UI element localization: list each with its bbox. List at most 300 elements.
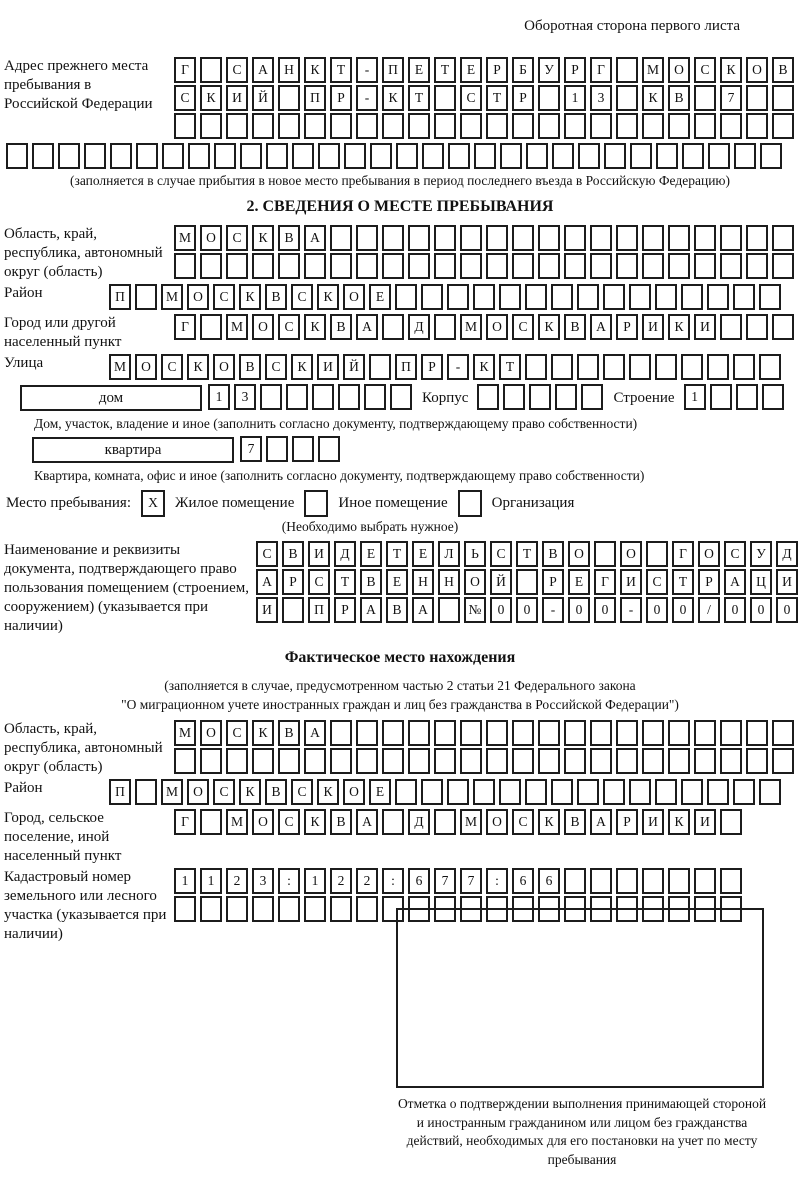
char-cell[interactable]: [538, 896, 560, 922]
char-cell[interactable]: [629, 284, 651, 310]
char-cell[interactable]: 0: [516, 597, 538, 623]
char-cell[interactable]: [529, 384, 551, 410]
checkbox-organization[interactable]: [458, 490, 482, 517]
char-cell[interactable]: [655, 354, 677, 380]
char-cell[interactable]: [136, 143, 158, 169]
char-cell[interactable]: [630, 143, 652, 169]
char-cell[interactable]: Н: [412, 569, 434, 595]
char-cell[interactable]: [330, 748, 352, 774]
char-cell[interactable]: [503, 384, 525, 410]
char-cell[interactable]: С: [512, 314, 534, 340]
char-cell[interactable]: [746, 748, 768, 774]
char-cell[interactable]: [538, 85, 560, 111]
char-cell[interactable]: [434, 253, 456, 279]
kvartira-box[interactable]: квартира: [32, 437, 234, 463]
char-cell[interactable]: П: [304, 85, 326, 111]
char-cell[interactable]: [434, 748, 456, 774]
char-cell[interactable]: [200, 113, 222, 139]
char-cell[interactable]: И: [620, 569, 642, 595]
char-cell[interactable]: [581, 384, 603, 410]
char-cell[interactable]: О: [486, 809, 508, 835]
char-cell[interactable]: [760, 143, 782, 169]
char-cell[interactable]: [720, 868, 742, 894]
char-cell[interactable]: 7: [720, 85, 742, 111]
char-cell[interactable]: [590, 253, 612, 279]
char-cell[interactable]: 7: [434, 868, 456, 894]
char-cell[interactable]: [390, 384, 412, 410]
char-cell[interactable]: -: [447, 354, 469, 380]
char-cell[interactable]: [512, 748, 534, 774]
char-cell[interactable]: В: [772, 57, 794, 83]
char-cell[interactable]: [408, 253, 430, 279]
char-cell[interactable]: [338, 384, 360, 410]
char-cell[interactable]: С: [308, 569, 330, 595]
char-cell[interactable]: [772, 748, 794, 774]
char-cell[interactable]: [616, 896, 638, 922]
char-cell[interactable]: [460, 253, 482, 279]
char-cell[interactable]: Н: [278, 57, 300, 83]
char-cell[interactable]: [6, 143, 28, 169]
char-cell[interactable]: [590, 113, 612, 139]
char-cell[interactable]: Р: [698, 569, 720, 595]
char-cell[interactable]: [200, 748, 222, 774]
char-cell[interactable]: К: [538, 809, 560, 835]
char-cell[interactable]: [364, 384, 386, 410]
char-cell[interactable]: /: [698, 597, 720, 623]
char-cell[interactable]: [552, 143, 574, 169]
char-cell[interactable]: Р: [564, 57, 586, 83]
char-cell[interactable]: [707, 284, 729, 310]
char-cell[interactable]: [434, 85, 456, 111]
char-cell[interactable]: [474, 143, 496, 169]
char-cell[interactable]: [356, 225, 378, 251]
char-cell[interactable]: [278, 748, 300, 774]
char-cell[interactable]: 1: [208, 384, 230, 410]
char-cell[interactable]: [304, 253, 326, 279]
char-cell[interactable]: Д: [408, 314, 430, 340]
char-cell[interactable]: [356, 720, 378, 746]
char-cell[interactable]: [330, 113, 352, 139]
char-cell[interactable]: С: [512, 809, 534, 835]
char-cell[interactable]: И: [776, 569, 798, 595]
char-cell[interactable]: [746, 225, 768, 251]
char-cell[interactable]: [200, 253, 222, 279]
char-cell[interactable]: [330, 896, 352, 922]
char-cell[interactable]: [226, 253, 248, 279]
char-cell[interactable]: [304, 748, 326, 774]
char-cell[interactable]: [434, 720, 456, 746]
char-cell[interactable]: [564, 748, 586, 774]
char-cell[interactable]: Е: [412, 541, 434, 567]
char-cell[interactable]: [694, 748, 716, 774]
char-cell[interactable]: [564, 896, 586, 922]
char-cell[interactable]: [555, 384, 577, 410]
char-cell[interactable]: Т: [386, 541, 408, 567]
char-cell[interactable]: [200, 896, 222, 922]
char-cell[interactable]: Т: [408, 85, 430, 111]
char-cell[interactable]: И: [256, 597, 278, 623]
char-cell[interactable]: Г: [594, 569, 616, 595]
char-cell[interactable]: И: [642, 809, 664, 835]
char-cell[interactable]: 0: [568, 597, 590, 623]
char-cell[interactable]: [772, 253, 794, 279]
char-cell[interactable]: С: [226, 57, 248, 83]
char-cell[interactable]: О: [200, 720, 222, 746]
char-cell[interactable]: [694, 85, 716, 111]
char-cell[interactable]: [486, 896, 508, 922]
char-cell[interactable]: 6: [538, 868, 560, 894]
char-cell[interactable]: [477, 384, 499, 410]
char-cell[interactable]: В: [360, 569, 382, 595]
char-cell[interactable]: [642, 868, 664, 894]
char-cell[interactable]: [512, 720, 534, 746]
char-cell[interactable]: [434, 314, 456, 340]
char-cell[interactable]: [629, 354, 651, 380]
char-cell[interactable]: С: [694, 57, 716, 83]
char-cell[interactable]: М: [226, 314, 248, 340]
char-cell[interactable]: [500, 143, 522, 169]
char-cell[interactable]: А: [724, 569, 746, 595]
char-cell[interactable]: Е: [369, 284, 391, 310]
char-cell[interactable]: [681, 354, 703, 380]
char-cell[interactable]: [278, 85, 300, 111]
char-cell[interactable]: Р: [512, 85, 534, 111]
char-cell[interactable]: Р: [334, 597, 356, 623]
dom-box[interactable]: дом: [20, 385, 202, 411]
char-cell[interactable]: [616, 868, 638, 894]
char-cell[interactable]: [694, 225, 716, 251]
char-cell[interactable]: С: [278, 809, 300, 835]
char-cell[interactable]: 0: [490, 597, 512, 623]
char-cell[interactable]: 3: [252, 868, 274, 894]
char-cell[interactable]: Д: [334, 541, 356, 567]
char-cell[interactable]: А: [256, 569, 278, 595]
char-cell[interactable]: 0: [776, 597, 798, 623]
char-cell[interactable]: [655, 779, 677, 805]
char-cell[interactable]: [707, 354, 729, 380]
char-cell[interactable]: К: [252, 720, 274, 746]
char-cell[interactable]: [382, 896, 404, 922]
char-cell[interactable]: [525, 354, 547, 380]
char-cell[interactable]: [135, 779, 157, 805]
char-cell[interactable]: [681, 779, 703, 805]
char-cell[interactable]: М: [460, 314, 482, 340]
char-cell[interactable]: [396, 143, 418, 169]
char-cell[interactable]: [577, 284, 599, 310]
char-cell[interactable]: [434, 896, 456, 922]
char-cell[interactable]: [603, 354, 625, 380]
char-cell[interactable]: [278, 113, 300, 139]
char-cell[interactable]: 3: [590, 85, 612, 111]
char-cell[interactable]: Т: [330, 57, 352, 83]
char-cell[interactable]: М: [174, 225, 196, 251]
char-cell[interactable]: [772, 225, 794, 251]
char-cell[interactable]: [772, 85, 794, 111]
char-cell[interactable]: [460, 896, 482, 922]
char-cell[interactable]: [616, 225, 638, 251]
char-cell[interactable]: Г: [174, 57, 196, 83]
char-cell[interactable]: [512, 113, 534, 139]
char-cell[interactable]: 1: [200, 868, 222, 894]
char-cell[interactable]: О: [620, 541, 642, 567]
char-cell[interactable]: [590, 225, 612, 251]
char-cell[interactable]: [642, 720, 664, 746]
char-cell[interactable]: [538, 225, 560, 251]
char-cell[interactable]: [538, 113, 560, 139]
char-cell[interactable]: О: [252, 809, 274, 835]
char-cell[interactable]: [733, 354, 755, 380]
char-cell[interactable]: Г: [174, 314, 196, 340]
char-cell[interactable]: Н: [438, 569, 460, 595]
char-cell[interactable]: [694, 113, 716, 139]
char-cell[interactable]: [382, 113, 404, 139]
char-cell[interactable]: [486, 113, 508, 139]
char-cell[interactable]: [188, 143, 210, 169]
char-cell[interactable]: [578, 143, 600, 169]
char-cell[interactable]: [447, 779, 469, 805]
char-cell[interactable]: [252, 253, 274, 279]
char-cell[interactable]: И: [317, 354, 339, 380]
char-cell[interactable]: П: [109, 284, 131, 310]
char-cell[interactable]: [720, 748, 742, 774]
char-cell[interactable]: [382, 809, 404, 835]
char-cell[interactable]: С: [213, 284, 235, 310]
char-cell[interactable]: [318, 436, 340, 462]
char-cell[interactable]: О: [698, 541, 720, 567]
char-cell[interactable]: [58, 143, 80, 169]
char-cell[interactable]: [330, 225, 352, 251]
char-cell[interactable]: А: [356, 809, 378, 835]
char-cell[interactable]: [551, 284, 573, 310]
char-cell[interactable]: [200, 57, 222, 83]
char-cell[interactable]: [356, 113, 378, 139]
char-cell[interactable]: К: [239, 284, 261, 310]
char-cell[interactable]: [603, 779, 625, 805]
char-cell[interactable]: А: [590, 314, 612, 340]
char-cell[interactable]: В: [386, 597, 408, 623]
char-cell[interactable]: И: [694, 809, 716, 835]
char-cell[interactable]: В: [278, 225, 300, 251]
char-cell[interactable]: [460, 748, 482, 774]
char-cell[interactable]: С: [213, 779, 235, 805]
char-cell[interactable]: Г: [672, 541, 694, 567]
char-cell[interactable]: [746, 253, 768, 279]
char-cell[interactable]: Е: [369, 779, 391, 805]
char-cell[interactable]: [710, 384, 732, 410]
char-cell[interactable]: [551, 779, 573, 805]
char-cell[interactable]: С: [460, 85, 482, 111]
char-cell[interactable]: О: [343, 284, 365, 310]
char-cell[interactable]: М: [174, 720, 196, 746]
char-cell[interactable]: В: [330, 314, 352, 340]
char-cell[interactable]: [512, 253, 534, 279]
char-cell[interactable]: [421, 284, 443, 310]
char-cell[interactable]: Е: [460, 57, 482, 83]
char-cell[interactable]: Т: [516, 541, 538, 567]
char-cell[interactable]: Л: [438, 541, 460, 567]
char-cell[interactable]: М: [460, 809, 482, 835]
char-cell[interactable]: И: [226, 85, 248, 111]
char-cell[interactable]: 6: [408, 868, 430, 894]
char-cell[interactable]: [162, 143, 184, 169]
char-cell[interactable]: :: [278, 868, 300, 894]
char-cell[interactable]: 1: [304, 868, 326, 894]
char-cell[interactable]: 1: [684, 384, 706, 410]
checkbox-other-premises[interactable]: [304, 490, 328, 517]
char-cell[interactable]: 6: [512, 868, 534, 894]
char-cell[interactable]: Р: [542, 569, 564, 595]
char-cell[interactable]: О: [187, 284, 209, 310]
char-cell[interactable]: [240, 143, 262, 169]
checkbox-residential[interactable]: X: [141, 490, 165, 517]
char-cell[interactable]: 0: [646, 597, 668, 623]
char-cell[interactable]: [286, 384, 308, 410]
char-cell[interactable]: [564, 113, 586, 139]
char-cell[interactable]: [312, 384, 334, 410]
char-cell[interactable]: [642, 896, 664, 922]
char-cell[interactable]: К: [239, 779, 261, 805]
char-cell[interactable]: [772, 314, 794, 340]
char-cell[interactable]: П: [382, 57, 404, 83]
char-cell[interactable]: [252, 748, 274, 774]
char-cell[interactable]: [577, 779, 599, 805]
char-cell[interactable]: В: [564, 809, 586, 835]
char-cell[interactable]: [564, 253, 586, 279]
char-cell[interactable]: [318, 143, 340, 169]
char-cell[interactable]: В: [542, 541, 564, 567]
char-cell[interactable]: [226, 748, 248, 774]
char-cell[interactable]: О: [668, 57, 690, 83]
char-cell[interactable]: [642, 225, 664, 251]
char-cell[interactable]: [746, 85, 768, 111]
char-cell[interactable]: [499, 284, 521, 310]
char-cell[interactable]: [772, 113, 794, 139]
char-cell[interactable]: Р: [282, 569, 304, 595]
char-cell[interactable]: М: [161, 779, 183, 805]
char-cell[interactable]: [369, 354, 391, 380]
char-cell[interactable]: В: [239, 354, 261, 380]
char-cell[interactable]: -: [620, 597, 642, 623]
char-cell[interactable]: :: [382, 868, 404, 894]
char-cell[interactable]: 0: [724, 597, 746, 623]
char-cell[interactable]: Й: [252, 85, 274, 111]
char-cell[interactable]: К: [200, 85, 222, 111]
char-cell[interactable]: [499, 779, 521, 805]
char-cell[interactable]: С: [265, 354, 287, 380]
char-cell[interactable]: [200, 809, 222, 835]
char-cell[interactable]: В: [564, 314, 586, 340]
char-cell[interactable]: [538, 253, 560, 279]
char-cell[interactable]: [590, 720, 612, 746]
char-cell[interactable]: М: [226, 809, 248, 835]
char-cell[interactable]: 1: [564, 85, 586, 111]
char-cell[interactable]: К: [304, 314, 326, 340]
char-cell[interactable]: -: [356, 57, 378, 83]
char-cell[interactable]: [408, 748, 430, 774]
char-cell[interactable]: [564, 720, 586, 746]
char-cell[interactable]: [382, 225, 404, 251]
char-cell[interactable]: О: [568, 541, 590, 567]
char-cell[interactable]: Г: [590, 57, 612, 83]
char-cell[interactable]: [226, 113, 248, 139]
char-cell[interactable]: 0: [750, 597, 772, 623]
char-cell[interactable]: А: [252, 57, 274, 83]
char-cell[interactable]: 7: [240, 436, 262, 462]
char-cell[interactable]: [278, 896, 300, 922]
char-cell[interactable]: С: [490, 541, 512, 567]
char-cell[interactable]: [174, 896, 196, 922]
char-cell[interactable]: [330, 253, 352, 279]
char-cell[interactable]: [603, 284, 625, 310]
char-cell[interactable]: 1: [174, 868, 196, 894]
char-cell[interactable]: [434, 113, 456, 139]
char-cell[interactable]: [278, 253, 300, 279]
char-cell[interactable]: Е: [408, 57, 430, 83]
char-cell[interactable]: [344, 143, 366, 169]
char-cell[interactable]: Г: [174, 809, 196, 835]
char-cell[interactable]: П: [395, 354, 417, 380]
char-cell[interactable]: В: [668, 85, 690, 111]
char-cell[interactable]: А: [356, 314, 378, 340]
char-cell[interactable]: А: [304, 720, 326, 746]
char-cell[interactable]: [646, 541, 668, 567]
char-cell[interactable]: Р: [486, 57, 508, 83]
char-cell[interactable]: О: [746, 57, 768, 83]
char-cell[interactable]: И: [308, 541, 330, 567]
char-cell[interactable]: [395, 284, 417, 310]
char-cell[interactable]: [174, 748, 196, 774]
char-cell[interactable]: [538, 720, 560, 746]
char-cell[interactable]: [720, 809, 742, 835]
char-cell[interactable]: Р: [616, 314, 638, 340]
char-cell[interactable]: [616, 57, 638, 83]
char-cell[interactable]: [460, 720, 482, 746]
char-cell[interactable]: [736, 384, 758, 410]
char-cell[interactable]: К: [317, 779, 339, 805]
char-cell[interactable]: А: [304, 225, 326, 251]
char-cell[interactable]: И: [694, 314, 716, 340]
char-cell[interactable]: [32, 143, 54, 169]
char-cell[interactable]: [720, 896, 742, 922]
char-cell[interactable]: К: [187, 354, 209, 380]
char-cell[interactable]: [733, 284, 755, 310]
char-cell[interactable]: [668, 748, 690, 774]
char-cell[interactable]: [525, 779, 547, 805]
char-cell[interactable]: К: [304, 809, 326, 835]
char-cell[interactable]: К: [668, 314, 690, 340]
char-cell[interactable]: [668, 253, 690, 279]
char-cell[interactable]: [266, 143, 288, 169]
char-cell[interactable]: [382, 314, 404, 340]
char-cell[interactable]: Т: [499, 354, 521, 380]
char-cell[interactable]: [84, 143, 106, 169]
char-cell[interactable]: -: [542, 597, 564, 623]
char-cell[interactable]: [486, 748, 508, 774]
char-cell[interactable]: [460, 225, 482, 251]
char-cell[interactable]: [762, 384, 784, 410]
char-cell[interactable]: [590, 896, 612, 922]
char-cell[interactable]: [382, 748, 404, 774]
char-cell[interactable]: [720, 253, 742, 279]
char-cell[interactable]: [590, 748, 612, 774]
char-cell[interactable]: 2: [356, 868, 378, 894]
char-cell[interactable]: [200, 314, 222, 340]
char-cell[interactable]: [356, 253, 378, 279]
char-cell[interactable]: [460, 113, 482, 139]
char-cell[interactable]: С: [256, 541, 278, 567]
char-cell[interactable]: О: [200, 225, 222, 251]
char-cell[interactable]: О: [343, 779, 365, 805]
